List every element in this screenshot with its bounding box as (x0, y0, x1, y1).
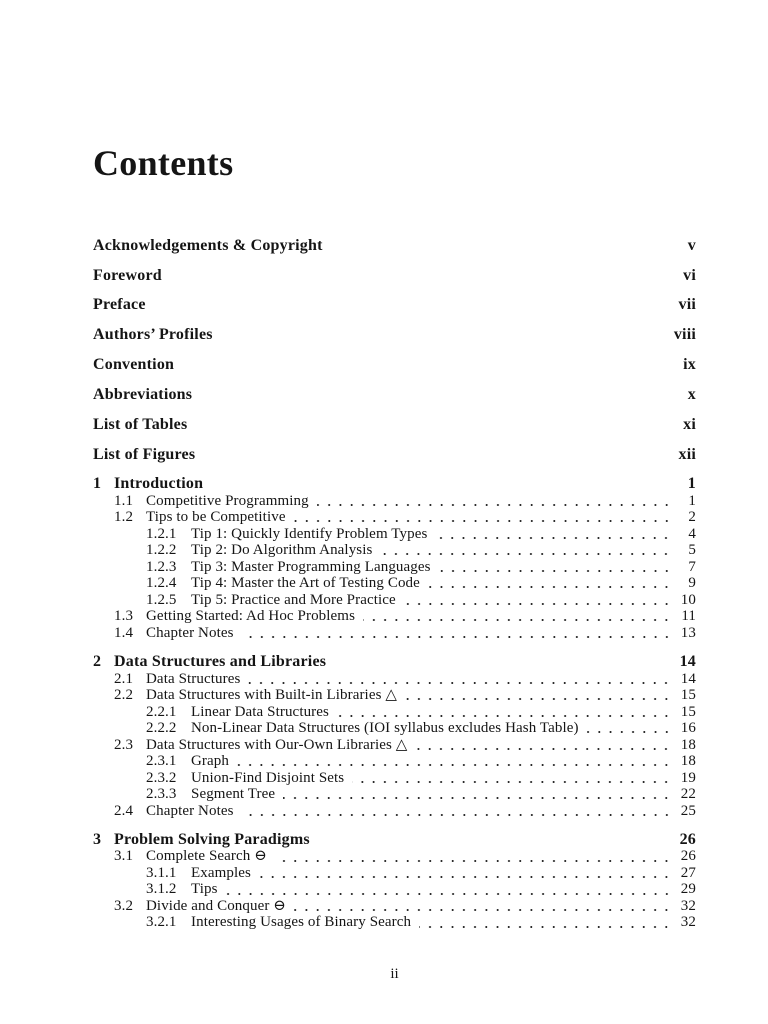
section-number: 2.3 (114, 736, 134, 753)
dot-leader (294, 509, 672, 526)
subsection-page-number: 16 (680, 720, 696, 737)
section-title: Complete Search ⊖ (146, 848, 267, 865)
dot-leader (337, 704, 672, 721)
toc-chapter-block (93, 832, 696, 931)
subsection-title: Segment Tree (191, 786, 276, 803)
subsection-number: 2.3.3 (146, 786, 177, 803)
section-page-number: 13 (680, 624, 696, 641)
toc-subsection-entry (93, 865, 696, 882)
subsection-page-number: 32 (680, 914, 696, 931)
dot-leader (275, 848, 672, 865)
toc-section-entry (93, 737, 696, 754)
subsection-title: Tip 4: Master the Art of Testing Code (191, 575, 420, 592)
subsection-page-number: 15 (680, 703, 696, 720)
toc-section-entry (93, 493, 696, 510)
toc-subsection-entry (93, 720, 696, 737)
toc-front-matter (93, 238, 696, 464)
section-number: 1.2 (114, 509, 134, 526)
subsection-number: 3.2.1 (146, 914, 177, 931)
toc-chapter-block (93, 654, 696, 819)
toc-front-matter-entry (93, 387, 696, 404)
chapter-page-number: 26 (679, 830, 696, 848)
subsection-page-number: 18 (680, 753, 696, 770)
subsection-page-number: 27 (680, 864, 696, 881)
chapter-number: 1 (93, 475, 102, 493)
dot-leader (428, 575, 672, 592)
section-title: Tips to be Competitive (146, 509, 286, 526)
entry-page-number: ix (683, 356, 696, 374)
subsection-title: Tips (191, 881, 218, 898)
section-page-number: 18 (680, 736, 696, 753)
entry-page-number: xi (683, 415, 696, 433)
subsection-title: Linear Data Structures (191, 703, 329, 720)
dot-leader (248, 671, 672, 688)
section-page-number: 15 (680, 687, 696, 704)
toc-subsection-entry (93, 526, 696, 543)
entry-title: Authors’ Profiles (93, 326, 213, 344)
toc-chapter-entry (93, 476, 696, 493)
entry-page-number: viii (673, 326, 696, 344)
subsection-title: Tip 3: Master Programming Languages (191, 558, 431, 575)
dot-leader (242, 625, 672, 642)
entry-page-number: vi (683, 266, 696, 284)
entry-page-number: vii (678, 296, 696, 314)
dot-leader (259, 865, 672, 882)
section-page-number: 11 (681, 608, 696, 625)
chapter-page-number: 14 (679, 653, 696, 671)
toc-front-matter-entry (93, 297, 696, 314)
section-page-number: 25 (680, 802, 696, 819)
dot-leader (317, 493, 672, 510)
subsection-page-number: 9 (688, 575, 696, 592)
dot-leader (237, 753, 672, 770)
toc-front-matter-entry (93, 357, 696, 374)
subsection-number: 2.2.1 (146, 703, 177, 720)
toc-chapter-entry (93, 654, 696, 671)
dot-leader (587, 720, 672, 737)
subsection-number: 2.3.2 (146, 769, 177, 786)
toc-front-matter-entry (93, 238, 696, 255)
chapter-number: 3 (93, 830, 102, 848)
toc-section-entry (93, 625, 696, 642)
entry-title: Preface (93, 296, 146, 314)
table-of-contents (93, 224, 696, 931)
dot-leader (242, 803, 672, 820)
entry-page-number: xii (678, 445, 696, 463)
chapter-title: Data Structures and Libraries (114, 653, 327, 671)
subsection-number: 1.2.5 (146, 591, 177, 608)
section-number: 1.1 (114, 492, 134, 509)
toc-subsection-entry (93, 592, 696, 609)
toc-section-entry (93, 848, 696, 865)
dot-leader (404, 592, 672, 609)
toc-section-entry (93, 803, 696, 820)
chapter-number: 2 (93, 653, 102, 671)
entry-title: Acknowledgements & Copyright (93, 236, 323, 254)
section-number: 3.1 (114, 848, 134, 865)
dot-leader (405, 687, 672, 704)
section-title: Chapter Notes (146, 802, 234, 819)
toc-subsection-entry (93, 881, 696, 898)
section-title: Data Structures (146, 670, 241, 687)
toc-section-entry (93, 509, 696, 526)
subsection-page-number: 4 (688, 525, 696, 542)
subsection-page-number: 19 (680, 769, 696, 786)
dot-leader (380, 542, 672, 559)
subsection-number: 3.1.1 (146, 864, 177, 881)
section-page-number: 26 (680, 848, 696, 865)
section-page-number: 32 (680, 897, 696, 914)
section-page-number: 14 (680, 670, 696, 687)
subsection-title: Tip 5: Practice and More Practice (191, 591, 396, 608)
section-title: Chapter Notes (146, 624, 234, 641)
subsection-title: Graph (191, 753, 229, 770)
subsection-title: Interesting Usages of Binary Search (191, 914, 412, 931)
toc-section-entry (93, 687, 696, 704)
toc-subsection-entry (93, 559, 696, 576)
subsection-title: Union-Find Disjoint Sets (191, 769, 345, 786)
subsection-title: Tip 2: Do Algorithm Analysis (191, 542, 373, 559)
toc-front-matter-entry (93, 447, 696, 464)
entry-title: List of Figures (93, 445, 196, 463)
subsection-number: 3.1.2 (146, 881, 177, 898)
toc-subsection-entry (93, 753, 696, 770)
page-title: Contents (93, 143, 234, 183)
toc-section-entry (93, 608, 696, 625)
subsection-number: 1.2.4 (146, 575, 177, 592)
dot-leader (363, 608, 672, 625)
section-number: 3.2 (114, 897, 134, 914)
subsection-number: 2.2.2 (146, 720, 177, 737)
dot-leader (352, 770, 672, 787)
section-number: 2.4 (114, 802, 134, 819)
section-page-number: 2 (688, 509, 696, 526)
toc-section-entry (93, 898, 696, 915)
toc-subsection-entry (93, 575, 696, 592)
dot-leader (435, 526, 672, 543)
entry-title: Convention (93, 356, 175, 374)
dot-leader (226, 881, 672, 898)
section-number: 1.4 (114, 624, 134, 641)
entry-title: Abbreviations (93, 386, 193, 404)
subsection-number: 1.2.3 (146, 558, 177, 575)
toc-chapter-entry (93, 832, 696, 849)
toc-subsection-entry (93, 786, 696, 803)
subsection-page-number: 10 (680, 591, 696, 608)
dot-leader (415, 737, 672, 754)
subsection-page-number: 5 (688, 542, 696, 559)
toc-subsection-entry (93, 770, 696, 787)
subsection-title: Examples (191, 864, 251, 881)
section-number: 2.2 (114, 687, 134, 704)
section-title: Divide and Conquer ⊖ (146, 897, 286, 914)
toc-front-matter-entry (93, 327, 696, 344)
entry-title: Foreword (93, 266, 162, 284)
dot-leader (294, 898, 672, 915)
entry-page-number: v (687, 236, 696, 254)
section-title: Data Structures with Built-in Libraries △ (146, 687, 397, 704)
subsection-number: 1.2.2 (146, 542, 177, 559)
subsection-number: 2.3.1 (146, 753, 177, 770)
section-title: Getting Started: Ad Hoc Problems (146, 608, 356, 625)
entry-title: List of Tables (93, 415, 188, 433)
dot-leader (439, 559, 672, 576)
chapter-title: Problem Solving Paradigms (114, 830, 310, 848)
toc-chapter-block (93, 476, 696, 641)
toc-subsection-entry (93, 542, 696, 559)
dot-leader (283, 786, 672, 803)
toc-section-entry (93, 671, 696, 688)
section-number: 2.1 (114, 670, 134, 687)
page-footer-number: ii (390, 966, 399, 982)
section-title: Data Structures with Our-Own Libraries △ (146, 736, 408, 753)
toc-subsection-entry (93, 704, 696, 721)
toc-subsection-entry (93, 914, 696, 931)
subsection-title: Non-Linear Data Structures (IOI syllabus excludes Hash Table) (191, 720, 579, 737)
toc-front-matter-entry (93, 268, 696, 285)
toc-front-matter-entry (93, 417, 696, 434)
subsection-page-number: 29 (680, 881, 696, 898)
section-page-number: 1 (688, 492, 696, 509)
section-number: 1.3 (114, 608, 134, 625)
chapter-page-number: 1 (687, 475, 696, 493)
subsection-title: Tip 1: Quickly Identify Problem Types (191, 525, 428, 542)
chapter-title: Introduction (114, 475, 204, 493)
subsection-page-number: 7 (688, 558, 696, 575)
subsection-page-number: 22 (680, 786, 696, 803)
section-title: Competitive Programming (146, 492, 309, 509)
subsection-number: 1.2.1 (146, 525, 177, 542)
entry-page-number: x (687, 386, 696, 404)
dot-leader (419, 914, 672, 931)
